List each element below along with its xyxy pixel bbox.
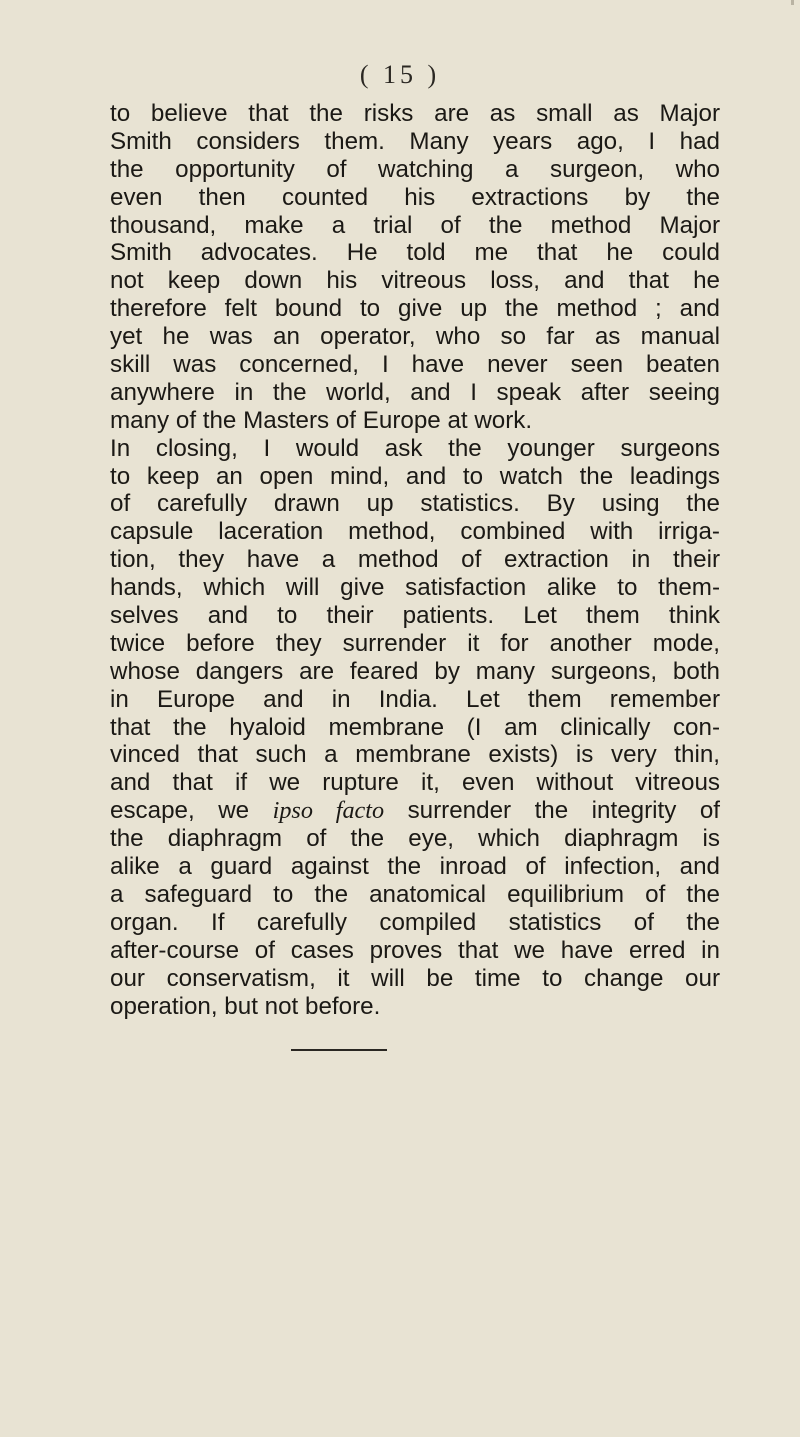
text-line: Smith considers them. Many years ago, I had bbox=[110, 127, 720, 155]
section-rule bbox=[291, 1049, 387, 1051]
text-line: thousand, make a trial of the method Major bbox=[110, 211, 720, 239]
text-line: our conservatism, it will be time to change our bbox=[110, 964, 720, 992]
text-line: In closing, I would ask the younger surgeons bbox=[110, 434, 720, 462]
text-line: many of the Masters of Europe at work. bbox=[110, 406, 533, 434]
text-line: of carefully drawn up statistics. By using the bbox=[110, 490, 720, 518]
text-line: whose dangers are feared by many surgeons, both bbox=[110, 657, 720, 685]
text-line-with-italic bbox=[110, 797, 720, 825]
text-line: hands, which will give satisfaction alike to them- bbox=[110, 574, 720, 602]
text-line: Smith advocates. He told me that he could bbox=[110, 239, 720, 267]
text-line: that the hyaloid membrane (I am clinically con- bbox=[110, 713, 720, 741]
text-line: to believe that the risks are as small as Major bbox=[110, 100, 720, 127]
text-line: alike a guard against the inroad of infection, and bbox=[110, 853, 720, 881]
text-line: operation, but not before. bbox=[110, 992, 381, 1020]
text-line: anywhere in the world, and I speak after seeing bbox=[110, 378, 720, 406]
text-line: even then counted his extractions by the bbox=[110, 183, 720, 211]
text-line: skill was concerned, I have never seen beaten bbox=[110, 351, 720, 379]
text-line: the diaphragm of the eye, which diaphragm is bbox=[110, 825, 720, 853]
text-line: and that if we rupture it, even without vitreous bbox=[110, 769, 720, 797]
text-segment: surrender the integrity of bbox=[384, 797, 721, 825]
text-line: to keep an open mind, and to watch the leadings bbox=[110, 462, 720, 490]
text-segment: escape, we bbox=[110, 797, 273, 825]
text-line: capsule laceration method, combined with irriga- bbox=[110, 518, 720, 546]
page-speck bbox=[791, 0, 794, 5]
italic-phrase: ipso facto bbox=[272, 797, 385, 825]
body-text bbox=[110, 100, 720, 1020]
text-line: after-course of cases proves that we have erred in bbox=[110, 936, 720, 964]
text-line: organ. If carefully compiled statistics of the bbox=[110, 908, 720, 936]
text-line: therefore felt bound to give up the method ; and bbox=[110, 295, 720, 323]
text-line: vinced that such a membrane exists) is very thin, bbox=[110, 741, 720, 769]
text-line: selves and to their patients. Let them think bbox=[110, 602, 720, 630]
text-line: not keep down his vitreous loss, and that he bbox=[110, 267, 720, 295]
text-line: the opportunity of watching a surgeon, who bbox=[110, 155, 720, 183]
text-line: a safeguard to the anatomical equilibrium of the bbox=[110, 880, 720, 908]
text-line: tion, they have a method of extraction in their bbox=[110, 546, 720, 574]
page-number: ( 15 ) bbox=[359, 60, 441, 89]
text-line: in Europe and in India. Let them remember bbox=[110, 685, 720, 713]
text-line: twice before they surrender it for another mode, bbox=[110, 629, 720, 657]
text-line: yet he was an operator, who so far as manual bbox=[110, 323, 720, 351]
